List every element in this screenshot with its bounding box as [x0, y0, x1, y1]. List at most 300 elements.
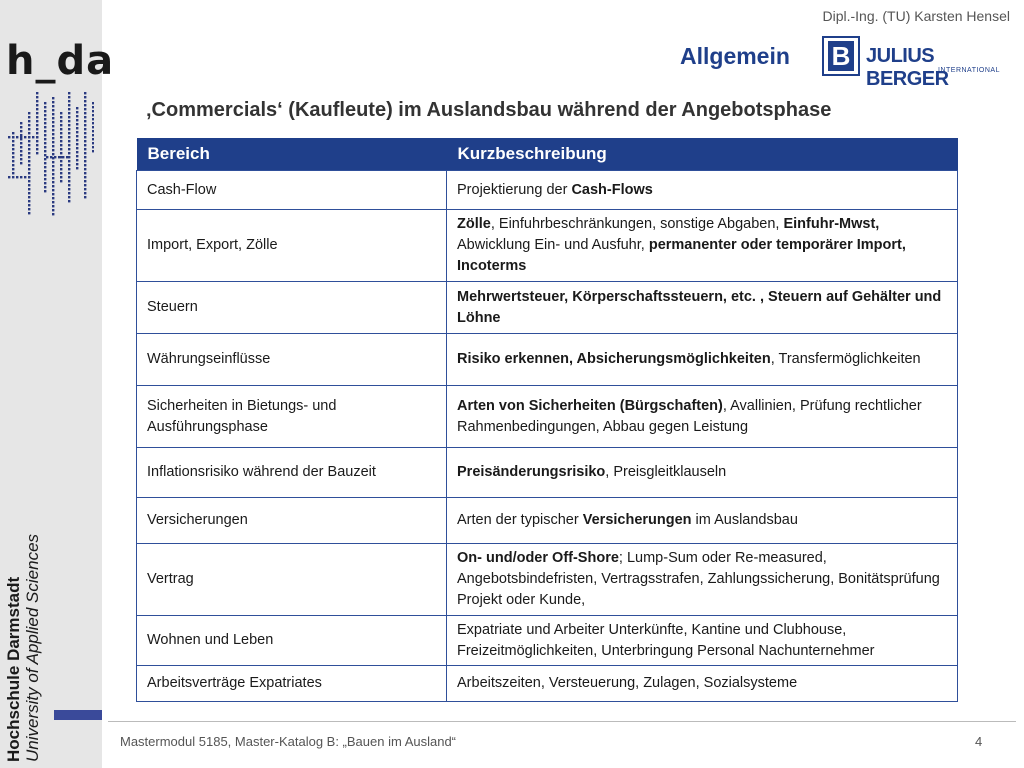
dot — [54, 156, 56, 158]
cell-bereich: Arbeitsverträge Expatriates — [137, 666, 447, 702]
dot — [36, 140, 38, 142]
dot — [8, 176, 10, 178]
dot — [52, 109, 54, 111]
dot — [92, 106, 94, 108]
description-segment: Abwicklung Ein- und Ausfuhr, — [457, 237, 649, 253]
dot — [92, 146, 94, 148]
dot — [68, 112, 70, 114]
dot — [92, 122, 94, 124]
footer-divider — [108, 721, 1016, 722]
dot — [36, 120, 38, 122]
dot — [68, 188, 70, 190]
dot — [8, 136, 10, 138]
dot — [52, 101, 54, 103]
table-header-row — [137, 138, 958, 171]
dot — [28, 208, 30, 210]
description-segment: Arten von Sicherheiten (Bürgschaften) — [457, 397, 723, 414]
dot — [44, 186, 46, 188]
dot — [20, 130, 22, 132]
dot — [28, 176, 30, 178]
description-segment: Risiko erkennen, Absicherungsmöglichkeiten — [457, 351, 771, 367]
logo-subtitle: INTERNATIONAL — [938, 67, 1000, 74]
dot — [84, 156, 86, 158]
dot — [52, 97, 54, 99]
dot — [84, 100, 86, 102]
description-segment: Expatriate und Arbeiter Unterkünfte, Kantine und Clubhouse, Freizeitmöglichkeiten, Unterbringung Personal Nachunternehmer — [457, 621, 875, 659]
dot — [92, 126, 94, 128]
dot — [68, 192, 70, 194]
dot — [12, 144, 14, 146]
description-segment: , Transfermöglichkeiten — [770, 351, 921, 367]
dot — [36, 104, 38, 106]
dot — [60, 144, 62, 146]
dot — [28, 148, 30, 150]
dot — [68, 92, 70, 94]
cell-bereich: Sicherheiten in Bietungs- und Ausführungsphase — [137, 386, 447, 448]
description-segment: Mehrwertsteuer, Körperschaftssteuern, etc. , Steuern auf Gehälter und Löhne — [457, 288, 942, 326]
dot — [28, 156, 30, 158]
dot — [84, 124, 86, 126]
dot — [84, 92, 86, 94]
dot — [44, 110, 46, 112]
julius-berger-logo — [822, 36, 1012, 90]
dot — [28, 164, 30, 166]
dot — [44, 166, 46, 168]
dot — [84, 132, 86, 134]
dot — [36, 112, 38, 114]
header-bereich: Bereich — [137, 138, 447, 171]
dot — [92, 150, 94, 152]
dot — [76, 147, 78, 149]
dot — [84, 96, 86, 98]
dot — [12, 172, 14, 174]
dot — [20, 146, 22, 148]
dot — [44, 114, 46, 116]
dot — [68, 96, 70, 98]
dot — [44, 146, 46, 148]
dot — [24, 136, 26, 138]
dot — [76, 139, 78, 141]
dot — [52, 121, 54, 123]
dot — [68, 180, 70, 182]
dot — [68, 128, 70, 130]
dot — [84, 180, 86, 182]
cell-kurzbeschreibung — [447, 616, 958, 666]
table-body — [137, 171, 958, 702]
table-row — [137, 171, 958, 210]
dot — [92, 142, 94, 144]
dot — [84, 188, 86, 190]
dot — [68, 200, 70, 202]
dot — [12, 148, 14, 150]
dot — [76, 127, 78, 129]
description-segment: Cash-Flows — [571, 181, 653, 198]
author-name: Dipl.-Ing. (TU) Karsten Hensel — [822, 8, 1010, 24]
dot — [92, 114, 94, 116]
cell-kurzbeschreibung — [447, 210, 958, 282]
dot — [52, 185, 54, 187]
dot — [12, 152, 14, 154]
dot — [84, 144, 86, 146]
dot — [52, 161, 54, 163]
cell-bereich: Währungseinflüsse — [137, 334, 447, 386]
dot — [44, 102, 46, 104]
dot — [52, 177, 54, 179]
dot — [20, 176, 22, 178]
dot — [52, 117, 54, 119]
section-title: Allgemein — [680, 43, 790, 69]
dot — [12, 136, 14, 138]
logo-letter: B — [828, 41, 854, 71]
dot — [28, 180, 30, 182]
dot — [36, 132, 38, 134]
logo-box — [822, 36, 860, 76]
table-row — [137, 386, 958, 448]
dot — [84, 176, 86, 178]
dot — [60, 112, 62, 114]
dot — [28, 160, 30, 162]
dot — [84, 120, 86, 122]
description-segment: On- und/oder Off-Shore — [457, 550, 619, 566]
description-segment: ; Lump-Sum oder Re-measured, Angebotsbindefristen, Vertragsstrafen, Zahlungssicherung, Bonitätsprüfung Projekt oder Kunde, — [457, 550, 940, 608]
dot — [68, 140, 70, 142]
dot — [68, 104, 70, 106]
dot — [44, 190, 46, 192]
description-segment: Preisänderungsrisiko — [457, 464, 606, 480]
dot — [76, 159, 78, 161]
dot — [28, 192, 30, 194]
dot — [52, 137, 54, 139]
table-row — [137, 448, 958, 498]
dot — [36, 108, 38, 110]
dot — [76, 151, 78, 153]
dot — [52, 197, 54, 199]
dot — [52, 113, 54, 115]
dot — [60, 152, 62, 154]
description-segment: Arbeitszeiten, Versteuerung, Zulagen, Sozialsysteme — [457, 675, 798, 691]
dot — [60, 120, 62, 122]
dot — [76, 167, 78, 169]
dot — [60, 168, 62, 170]
university-name: Hochschule Darmstadt — [4, 576, 23, 762]
dot — [36, 124, 38, 126]
dot — [60, 176, 62, 178]
dot — [28, 112, 30, 114]
dot — [12, 168, 14, 170]
sidebar-accent-bar — [54, 710, 102, 720]
hda-logo: h_da — [6, 38, 115, 84]
cell-kurzbeschreibung — [447, 386, 958, 448]
dot — [44, 178, 46, 180]
slide-title: ‚Commercials‘ (Kaufleute) im Auslandsbau während der Angebotsphase — [146, 99, 832, 121]
dot — [28, 168, 30, 170]
dot — [28, 200, 30, 202]
cell-kurzbeschreibung — [447, 282, 958, 334]
dot — [28, 120, 30, 122]
dot — [12, 140, 14, 142]
dot — [58, 156, 60, 158]
header-kurzbeschreibung: Kurzbeschreibung — [447, 138, 958, 171]
dot — [28, 124, 30, 126]
dot — [44, 118, 46, 120]
dot — [84, 128, 86, 130]
dot — [20, 162, 22, 164]
dot — [28, 116, 30, 118]
dot — [44, 106, 46, 108]
dot — [52, 201, 54, 203]
dot — [76, 143, 78, 145]
dot — [68, 168, 70, 170]
dot — [84, 196, 86, 198]
dot — [28, 204, 30, 206]
dot — [28, 212, 30, 214]
dot — [46, 156, 48, 158]
cell-kurzbeschreibung — [447, 448, 958, 498]
dot — [76, 115, 78, 117]
university-name-vertical — [4, 522, 42, 762]
dot — [68, 148, 70, 150]
dot — [12, 176, 14, 178]
page-number: 4 — [975, 734, 983, 749]
dot — [68, 124, 70, 126]
dot — [84, 168, 86, 170]
dot — [44, 134, 46, 136]
dot — [20, 142, 22, 144]
dot — [84, 136, 86, 138]
dot — [68, 160, 70, 162]
dot — [44, 170, 46, 172]
dot — [36, 128, 38, 130]
cell-bereich: Inflationsrisiko während der Bauzeit — [137, 448, 447, 498]
dot — [60, 164, 62, 166]
description-segment: im Auslandsbau — [691, 512, 798, 528]
dot — [66, 156, 68, 158]
dot — [44, 174, 46, 176]
dot — [68, 144, 70, 146]
cell-bereich: Versicherungen — [137, 498, 447, 544]
dot — [28, 152, 30, 154]
sidebar — [0, 0, 115, 768]
dot — [52, 193, 54, 195]
dot — [92, 138, 94, 140]
dot — [44, 150, 46, 152]
table-row — [137, 498, 958, 544]
dot — [68, 184, 70, 186]
dot — [28, 128, 30, 130]
dot — [28, 132, 30, 134]
dot — [28, 172, 30, 174]
dot — [36, 136, 38, 138]
dot — [60, 172, 62, 174]
dot — [52, 165, 54, 167]
dot — [76, 123, 78, 125]
commercials-table — [136, 138, 958, 702]
dot — [44, 130, 46, 132]
dot — [92, 118, 94, 120]
dot — [44, 182, 46, 184]
cell-bereich: Wohnen und Leben — [137, 616, 447, 666]
dot — [84, 116, 86, 118]
dot — [60, 136, 62, 138]
description-segment: Zölle — [457, 216, 491, 232]
dot — [12, 164, 14, 166]
dot — [76, 131, 78, 133]
dot — [16, 136, 18, 138]
dot — [68, 196, 70, 198]
cell-kurzbeschreibung — [447, 498, 958, 544]
dot — [68, 100, 70, 102]
table-row — [137, 544, 958, 616]
dot — [60, 160, 62, 162]
dot — [52, 189, 54, 191]
dot — [84, 104, 86, 106]
table-row — [137, 616, 958, 666]
dot — [36, 116, 38, 118]
dot — [68, 172, 70, 174]
cell-bereich: Import, Export, Zölle — [137, 210, 447, 282]
dot — [84, 148, 86, 150]
dot — [52, 141, 54, 143]
dot — [28, 136, 30, 138]
table-row — [137, 210, 958, 282]
dot — [68, 132, 70, 134]
dot — [76, 119, 78, 121]
dot — [60, 132, 62, 134]
dot — [92, 130, 94, 132]
table-row — [137, 666, 958, 702]
table-row — [137, 334, 958, 386]
dot — [32, 136, 34, 138]
dot — [84, 184, 86, 186]
dot — [84, 192, 86, 194]
dot — [68, 120, 70, 122]
description-segment: Einfuhr-Mwst, — [783, 216, 880, 232]
dot — [84, 152, 86, 154]
dot — [60, 128, 62, 130]
dot — [60, 140, 62, 142]
dot — [16, 176, 18, 178]
table-row — [137, 282, 958, 334]
dot — [76, 111, 78, 113]
cell-kurzbeschreibung — [447, 171, 958, 210]
dot — [44, 138, 46, 140]
dot — [20, 136, 22, 138]
description-segment: permanenter oder temporärer Import, Incoterms — [457, 237, 906, 274]
dot — [84, 112, 86, 114]
dot — [36, 148, 38, 150]
dot — [52, 149, 54, 151]
dot — [20, 126, 22, 128]
dot — [76, 163, 78, 165]
dot — [12, 160, 14, 162]
dot — [84, 108, 86, 110]
dot — [60, 124, 62, 126]
dot — [60, 180, 62, 182]
dot — [60, 148, 62, 150]
dot — [68, 116, 70, 118]
dot — [52, 173, 54, 175]
dot — [84, 172, 86, 174]
dot — [84, 160, 86, 162]
dot — [50, 156, 52, 158]
footer-text: Mastermodul 5185, Master-Katalog B: „Bauen im Ausland“ — [120, 734, 457, 749]
description-segment: , Avallinien, Prüfung rechtlicher Rahmenbedingungen, Abbau gegen Leistung — [457, 397, 922, 435]
dot — [44, 142, 46, 144]
dot — [36, 100, 38, 102]
cell-bereich: Vertrag — [137, 544, 447, 616]
dot — [20, 158, 22, 160]
dot — [28, 140, 30, 142]
logo-name: JULIUS BERGER — [866, 45, 949, 90]
description-segment: Versicherungen — [582, 512, 692, 528]
cell-kurzbeschreibung — [447, 666, 958, 702]
dot — [28, 196, 30, 198]
cell-bereich: Steuern — [137, 282, 447, 334]
hda-dot-pattern-icon — [6, 92, 94, 217]
dot — [52, 129, 54, 131]
dot — [44, 126, 46, 128]
dot — [76, 135, 78, 137]
dot — [68, 152, 70, 154]
cell-bereich: Cash-Flow — [137, 171, 447, 210]
dot — [36, 96, 38, 98]
description-segment: Arten der typischer — [457, 512, 583, 528]
dot — [68, 176, 70, 178]
description-segment: Projektierung der — [457, 181, 572, 198]
dot — [28, 184, 30, 186]
dot — [76, 155, 78, 157]
description-segment: , Einfuhrbeschränkungen, sonstige Abgaben, — [490, 216, 784, 232]
dot — [28, 188, 30, 190]
dot — [92, 134, 94, 136]
dot — [36, 92, 38, 94]
dot — [52, 105, 54, 107]
dot — [52, 213, 54, 215]
dot — [20, 122, 22, 124]
dot — [44, 122, 46, 124]
dot — [36, 152, 38, 154]
dot — [52, 181, 54, 183]
dot — [92, 102, 94, 104]
cell-kurzbeschreibung — [447, 544, 958, 616]
dot — [52, 169, 54, 171]
dot — [52, 205, 54, 207]
dot — [68, 108, 70, 110]
dot — [92, 110, 94, 112]
dot — [68, 164, 70, 166]
university-subtitle: University of Applied Sciences — [23, 533, 42, 762]
dot — [60, 116, 62, 118]
dot — [12, 156, 14, 158]
dot — [20, 150, 22, 152]
dot — [84, 164, 86, 166]
dot — [62, 156, 64, 158]
dot — [44, 162, 46, 164]
dot — [52, 125, 54, 127]
dot — [24, 176, 26, 178]
dot — [28, 144, 30, 146]
dot — [68, 136, 70, 138]
dot — [20, 154, 22, 156]
description-segment: , Preisgleitklauseln — [605, 464, 727, 480]
dot — [52, 133, 54, 135]
cell-kurzbeschreibung — [447, 334, 958, 386]
dot — [76, 107, 78, 109]
dot — [36, 144, 38, 146]
dot — [12, 132, 14, 134]
dot — [52, 153, 54, 155]
dot — [52, 209, 54, 211]
